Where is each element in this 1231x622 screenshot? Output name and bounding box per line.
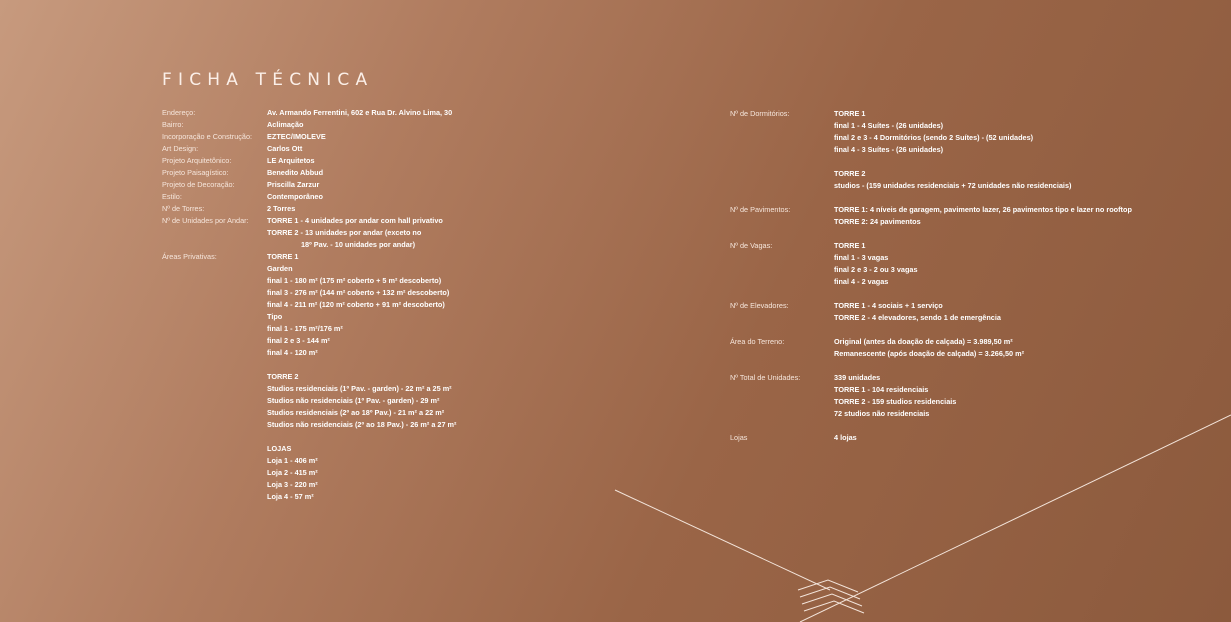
spec-line: TORRE 2 - 159 studios residenciais [834,397,957,406]
spec-line: Studios não residenciais (2º ao 18 Pav.) - 26 m² a 27 m² [267,420,457,429]
spec-line: TORRE 1 - 104 residenciais [834,385,929,394]
spec-line: TORRE 2 - 4 elevadores, sendo 1 de emergência [834,313,1001,322]
spec-label: Lojas [730,433,748,442]
spec-label: Área do Terreno: [730,337,785,346]
spec-value: 4 lojas [834,433,857,442]
spec-line: TORRE 2 - 13 unidades por andar (exceto no [267,228,422,237]
section-heading: LOJAS [267,444,292,453]
spec-line: 72 studios não residenciais [834,409,930,418]
spec-line: final 4 - 211 m² (120 m² coberto + 91 m² descoberto) [267,300,445,309]
deco-line-right [800,415,1231,622]
spec-value: 2 Torres [267,204,296,213]
spec-line: Loja 4 - 57 m² [267,492,314,501]
spec-label: Nº de Dormitórios: [730,109,790,118]
section-heading: TORRE 1 [834,109,866,118]
spec-line: final 3 - 276 m² (144 m² coberto + 132 m² descoberto) [267,288,450,297]
spec-label: Incorporação e Construção: [162,132,253,141]
spec-label: Nº de Vagas: [730,241,773,250]
spec-line: Loja 1 - 406 m² [267,456,318,465]
spec-value: Priscilla Zarzur [267,180,320,189]
spec-label: Nº de Torres: [162,204,205,213]
spec-label: Estilo: [162,192,182,201]
spec-label: Projeto Arquitetônico: [162,156,232,165]
spec-value: EZTEC/IMOLEVE [267,132,326,141]
spec-value: Carlos Ott [267,144,303,153]
subsection-heading: Garden [267,264,293,273]
spec-label: Art Design: [162,144,199,153]
spec-line: Original (antes da doação de calçada) = 3.989,50 m² [834,337,1013,346]
spec-line: final 2 e 3 - 144 m² [267,336,330,345]
deco-chevron [798,580,858,592]
section-heading: TORRE 1 [267,252,299,261]
spec-label: Nº de Pavimentos: [730,205,791,214]
spec-line: final 1 - 180 m² (175 m² coberto + 5 m² descoberto) [267,276,442,285]
spec-line: TORRE 1 [834,241,866,250]
spec-line: Loja 2 - 415 m² [267,468,318,477]
spec-line: Studios não residenciais (1º Pav. - garden) - 29 m² [267,396,440,405]
section-heading: TORRE 2 [834,169,866,178]
spec-label: Projeto de Decoração: [162,180,235,189]
spec-line: TORRE 2: 24 pavimentos [834,217,921,226]
deco-line-left [615,490,830,590]
spec-line: Remanescente (após doação de calçada) = 3.266,50 m² [834,349,1025,358]
spec-label: Bairro: [162,120,184,129]
spec-value: Benedito Abbud [267,168,324,177]
spec-line: final 4 - 3 Suítes - (26 unidades) [834,145,944,154]
spec-line: Loja 3 - 220 m² [267,480,318,489]
spec-value: LE Arquitetos [267,156,315,165]
spec-line: final 4 - 120 m² [267,348,318,357]
spec-value: Contemporâneo [267,192,323,201]
page-title: FICHA TÉCNICA [162,70,374,90]
spec-value: Aclimação [267,120,304,129]
spec-line: 18º Pav. - 10 unidades por andar) [301,240,416,249]
spec-label: Endereço: [162,108,196,117]
spec-line: TORRE 1 - 4 sociais + 1 serviço [834,301,943,310]
spec-line: final 1 - 4 Suítes - (26 unidades) [834,121,944,130]
spec-label: Nº de Unidades por Andar: [162,216,249,225]
spec-line: 339 unidades [834,373,881,382]
spec-line: final 1 - 175 m²/176 m² [267,324,343,333]
spec-line: TORRE 1 - 4 unidades por andar com hall privativo [267,216,443,225]
spec-line: TORRE 1: 4 níveis de garagem, pavimento lazer, 26 pavimentos tipo e lazer no rooftop [834,205,1132,214]
spec-label: Projeto Paisagístico: [162,168,229,177]
spec-line: final 4 - 2 vagas [834,277,889,286]
spec-label: Nº de Elevadores: [730,301,789,310]
spec-label: Áreas Privativas: [162,252,217,261]
spec-line: studios - (159 unidades residenciais + 72 unidades não residenciais) [834,181,1072,190]
spec-line: final 1 - 3 vagas [834,253,889,262]
spec-line: Studios residenciais (2º ao 18º Pav.) - 21 m² a 22 m² [267,408,445,417]
spec-line: final 2 e 3 - 2 ou 3 vagas [834,265,918,274]
section-heading: TORRE 2 [267,372,299,381]
subsection-heading: Tipo [267,312,283,321]
spec-value: Av. Armando Ferrentini, 602 e Rua Dr. Alvino Lima, 30 [267,108,453,117]
spec-label: Nº Total de Unidades: [730,373,801,382]
spec-line: Studios residenciais (1º Pav. - garden) - 22 m² a 25 m² [267,384,452,393]
spec-line: final 2 e 3 - 4 Dormitórios (sendo 2 Suítes) - (52 unidades) [834,133,1034,142]
